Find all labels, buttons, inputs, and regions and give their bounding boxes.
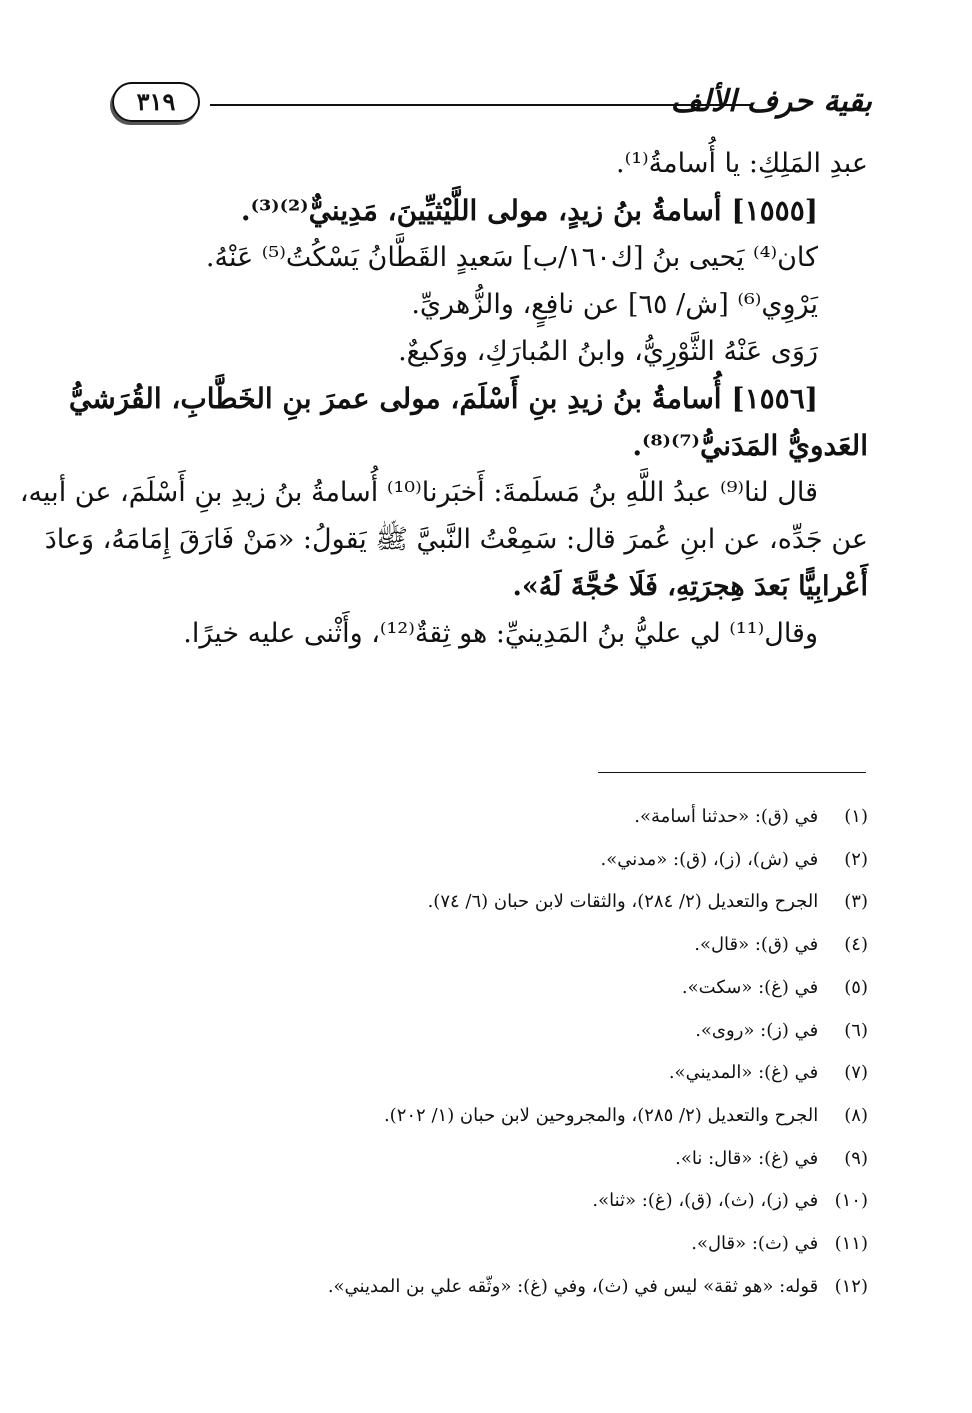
footnotes [118, 796, 868, 1308]
footnote-number: (١١) [834, 1233, 868, 1255]
footnote [118, 1223, 868, 1266]
footnote-number: (١٠) [834, 1190, 868, 1212]
footnote [118, 1052, 868, 1095]
text-line: رَوَى عَنْهُ الثَّوْرِيُّ، وابنُ المُبارَكِ، ووَكيعٌ. [398, 336, 818, 367]
footnote-text: في (ق): «حدثنا أسامة». [634, 806, 819, 827]
text-line: عبدِ المَلِكِ: يا أُسامةُ⁽¹⁾. [615, 148, 868, 179]
footnote-number: (٥) [844, 976, 868, 998]
footnote-number: (٣) [844, 891, 868, 913]
footnote-number: (٧) [844, 1062, 868, 1084]
page-header [112, 80, 872, 140]
footnote-number: (٤) [844, 934, 868, 956]
footnote-text: في (ث): «قال». [691, 1233, 819, 1255]
footnote [118, 1180, 868, 1223]
footnote-number: (٩) [844, 1147, 868, 1169]
footnote-text: الجرح والتعديل (٢/ ٢٨٤)، والثقات لابن حبان (٦/ ٧٤). [427, 891, 819, 913]
footnote-separator [598, 772, 866, 773]
footnote-text: في (ز)، (ث)، (ق)، (غ): «ثنا». [592, 1190, 819, 1212]
footnote-text: في (ق): «قال». [694, 934, 819, 956]
footnote [118, 881, 868, 924]
main-text [19, 140, 868, 657]
footnote [118, 1266, 868, 1309]
footnote [118, 1095, 868, 1138]
footnote-number: (١) [844, 806, 868, 827]
footnote [118, 796, 868, 839]
footnote-number: (٢) [844, 848, 868, 870]
running-title: بقية حرف الألف [670, 84, 872, 119]
footnote-text: في (غ): «قال: نا». [675, 1147, 819, 1169]
hadith-line: أَعْرابِيًّا بَعدَ هِجرَتِهِ، فَلَا حُجَّةَ لَهُ». [512, 571, 868, 602]
entry-heading: [١٥٥٥] أسامةُ بنُ زيدٍ، مولى اللَّيْثيِّينَ، مَدِينيٌّ⁽²⁾⁽³⁾. [240, 194, 818, 227]
footnote-number: (١٢) [834, 1275, 868, 1297]
footnote [118, 924, 868, 967]
text-line: يَرْوِي⁽⁶⁾ [ش/ ٦٥] عن نافِعٍ، والزُّهريِّ. [411, 289, 818, 320]
footnote [118, 1010, 868, 1053]
text-line: كان⁽⁴⁾ يَحيى بنُ [ك١٦٠/ب] سَعيدٍ القَطَّانُ يَسْكُتُ⁽⁵⁾ عَنْهُ. [205, 242, 818, 273]
entry-heading: [١٥٥٦] أُسامةُ بنُ زيدِ بنِ أَسْلَمَ، مولى عمرَ بنِ الخَطَّابِ، القُرَشيُّ [68, 382, 818, 415]
text-line: وقال⁽¹¹⁾ لي عليُّ بنُ المَدِينيِّ: هو ثِقةٌ⁽¹²⁾، وأَثْنى عليه خيرًا. [183, 618, 818, 649]
text-line: قال لنا⁽⁹⁾ عبدُ اللَّهِ بنُ مَسلَمةَ: أَخبَرنا⁽¹⁰⁾ أُسامةُ بنُ زيدِ بنِ أَسْلَمَ، عن أبيه، [19, 477, 818, 508]
footnote [118, 967, 868, 1010]
footnote-text: الجرح والتعديل (٢/ ٢٨٥)، والمجروحين لابن حبان (١/ ٢٠٢). [383, 1104, 819, 1126]
footnote-text: في (غ): «سكت». [681, 976, 819, 998]
footnote [118, 1138, 868, 1181]
footnote-text: في (ز): «روى». [695, 1019, 819, 1041]
text-line: عن جَدِّه، عن ابنِ عُمرَ قال: سَمِعْتُ النَّبيَّ ﷺ يَقولُ: «مَنْ فَارَقَ إِمَامَهُ، وَعادَ [44, 524, 868, 555]
footnote-text: في (ش)، (ز)، (ق): «مدني». [600, 848, 819, 870]
page-number: ٣١٩ [112, 82, 200, 122]
footnote-text: قوله: «هو ثقة» ليس في (ث)، وفي (غ): «وثّقه علي بن المديني». [327, 1275, 819, 1297]
footnote [118, 839, 868, 882]
footnote-number: (٦) [844, 1019, 868, 1041]
entry-heading-continued: العَدويُّ المَدَنيُّ⁽⁷⁾⁽⁸⁾. [632, 429, 868, 462]
footnote-text: في (غ): «المديني». [668, 1062, 819, 1084]
footnote-number: (٨) [844, 1104, 868, 1126]
